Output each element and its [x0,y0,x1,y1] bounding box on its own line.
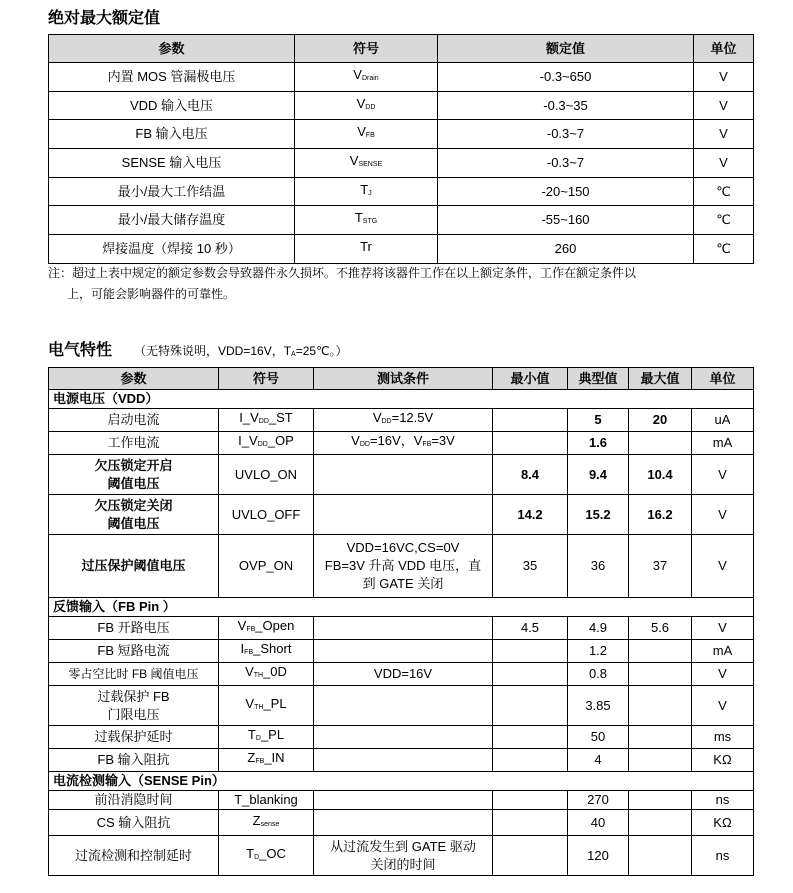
param-cell: 过载保护延时 [49,726,219,749]
group-row [49,390,754,409]
table-row [49,749,754,772]
min-cell [493,836,568,876]
note-line-1: 注：超过上表中规定的额定参数会导致器件永久损坏。不推荐将该器件工作在以上额定条件，工作在额定条件以 [48,266,637,280]
min-cell: 8.4 [493,455,568,495]
group-fb: 反馈输入（FB Pin ） [49,598,754,617]
symbol-cell: $T_J$ [295,177,438,206]
abs-max-note [48,263,753,305]
condition-cell [314,640,493,663]
max-cell [629,749,692,772]
typ-cell: 1.6 [568,432,629,455]
symbol-cell: T_blanking [219,791,314,810]
unit-cell: uA [692,409,754,432]
param-cell: FB 输入电压 [49,120,295,149]
test-condition-note: （无特殊说明，VDD=16V，$T_A=25℃$。） [134,344,348,358]
table-row [49,810,754,836]
group-sense: 电流检测输入（SENSE Pin） [49,772,754,791]
table-header-row [49,368,754,390]
param-cell: 前沿消隐时间 [49,791,219,810]
symbol-cell: $I\_V_{DD}\_OP$ [219,432,314,455]
min-cell [493,791,568,810]
symbol-cell: $Z_{sense}$ [219,810,314,836]
unit-cell: KΩ [692,810,754,836]
rating-cell: -20~150 [438,177,694,206]
min-cell [493,726,568,749]
unit-cell: V [692,455,754,495]
symbol-cell: $V_{TH}\_0D$ [219,663,314,686]
param-cell: 最小/最大储存温度 [49,206,295,235]
rating-cell: 260 [438,235,694,264]
symbol-cell: $V_{SENSE}$ [295,149,438,178]
max-cell: 16.2 [629,495,692,535]
table-row [49,120,754,149]
group-vdd: 电源电压（VDD） [49,390,754,409]
symbol-cell: $V_{FB}$ [295,120,438,149]
rating-cell: -0.3~650 [438,63,694,92]
table-row [49,63,754,92]
unit-cell: mA [692,432,754,455]
condition-cell [314,810,493,836]
condition-cell: $V_{DD}=12.5V$ [314,409,493,432]
table-row [49,432,754,455]
symbol-cell: UVLO_OFF [219,495,314,535]
table-row [49,535,754,598]
typ-cell: 9.4 [568,455,629,495]
unit-cell: ℃ [694,206,754,235]
rating-cell: -0.3~7 [438,120,694,149]
min-cell [493,686,568,726]
condition-cell: VDD=16VC,CS=0V FB=3V 升高 VDD 电压，直 到 GATE 关闭 [314,535,493,598]
typ-cell: 4.9 [568,617,629,640]
param-cell: 过载保护 FB 门限电压 [49,686,219,726]
unit-cell: ns [692,836,754,876]
rating-cell: -0.3~35 [438,91,694,120]
unit-cell: ℃ [694,177,754,206]
group-row [49,772,754,791]
electrical-table [48,367,754,876]
table-row [49,791,754,810]
symbol-cell: $V_{TH}\_PL$ [219,686,314,726]
typ-cell: 4 [568,749,629,772]
symbol-cell: $Z_{FB}\_IN$ [219,749,314,772]
param-cell: 欠压锁定开启 阈值电压 [49,455,219,495]
min-cell [493,663,568,686]
unit-cell: V [692,663,754,686]
unit-cell: V [694,91,754,120]
table-row [49,686,754,726]
param-cell: 欠压锁定关闭 阈值电压 [49,495,219,535]
table-row [49,617,754,640]
group-row [49,598,754,617]
symbol-cell: OVP_ON [219,535,314,598]
table-row [49,663,754,686]
typ-cell: 36 [568,535,629,598]
min-cell [493,810,568,836]
symbol-cell: UVLO_ON [219,455,314,495]
table-row [49,726,754,749]
symbol-cell: $I_{FB}\_Short$ [219,640,314,663]
unit-cell: ms [692,726,754,749]
param-cell: 最小/最大工作结温 [49,177,295,206]
max-cell [629,640,692,663]
param-cell: 内置 MOS 管漏极电压 [49,63,295,92]
table-row [49,235,754,264]
param-cell: FB 开路电压 [49,617,219,640]
table-row [49,495,754,535]
max-cell: 5.6 [629,617,692,640]
typ-cell: 270 [568,791,629,810]
table-row [49,149,754,178]
param-cell: 工作电流 [49,432,219,455]
condition-cell [314,726,493,749]
col-header-typ: 典型值 [568,368,629,390]
condition-cell: VDD=16V [314,663,493,686]
unit-cell: V [692,495,754,535]
condition-cell [314,455,493,495]
col-header-unit: 单位 [694,35,754,63]
min-cell: 4.5 [493,617,568,640]
condition-cell [314,495,493,535]
max-cell [629,686,692,726]
rating-cell: -0.3~7 [438,149,694,178]
min-cell [493,432,568,455]
typ-cell: 120 [568,836,629,876]
max-cell [629,663,692,686]
col-header-symbol: 符号 [295,35,438,63]
table-row [49,640,754,663]
max-cell: 10.4 [629,455,692,495]
typ-cell: 0.8 [568,663,629,686]
typ-cell: 1.2 [568,640,629,663]
condition-cell: $V_{DD}=16V$，$V_{FB}=3V$ [314,432,493,455]
col-header-param: 参数 [49,35,295,63]
table-row [49,409,754,432]
col-header-condition: 测试条件 [314,368,493,390]
col-header-rating: 额定值 [438,35,694,63]
max-cell [629,726,692,749]
max-cell [629,810,692,836]
note-line-2: 上，可能会影响器件的可靠性。 [67,287,236,301]
table-header-row [49,35,754,63]
unit-cell: ℃ [694,235,754,264]
param-cell: 启动电流 [49,409,219,432]
electrical-title: 电气特性 [48,342,113,359]
symbol-cell: $V_{DD}$ [295,91,438,120]
col-header-symbol: 符号 [219,368,314,390]
max-cell: 37 [629,535,692,598]
param-cell: 零占空比时 FB 阈值电压 [49,663,219,686]
table-row [49,91,754,120]
param-cell: VDD 输入电压 [49,91,295,120]
col-header-unit: 单位 [692,368,754,390]
param-cell: 过压保护阈值电压 [49,535,219,598]
unit-cell: V [694,63,754,92]
abs-max-table [48,34,754,264]
typ-cell: 5 [568,409,629,432]
param-cell: FB 输入阻抗 [49,749,219,772]
param-cell: 焊接温度（焊接 10 秒） [49,235,295,264]
param-cell: CS 输入阻抗 [49,810,219,836]
param-cell: FB 短路电流 [49,640,219,663]
condition-cell [314,791,493,810]
min-cell [493,749,568,772]
min-cell [493,640,568,663]
max-cell: 20 [629,409,692,432]
condition-cell [314,617,493,640]
table-row [49,836,754,876]
section-title-abs-max: 绝对最大额定值 [48,10,161,27]
max-cell [629,432,692,455]
unit-cell: V [692,617,754,640]
col-header-max: 最大值 [629,368,692,390]
symbol-cell: $I\_V_{DD}\_ST$ [219,409,314,432]
col-header-min: 最小值 [493,368,568,390]
max-cell [629,791,692,810]
unit-cell: V [692,535,754,598]
symbol-cell: $T_D\_OC$ [219,836,314,876]
typ-cell: 40 [568,810,629,836]
typ-cell: 3.85 [568,686,629,726]
typ-cell: 15.2 [568,495,629,535]
min-cell [493,409,568,432]
symbol-cell: $T_D\_PL$ [219,726,314,749]
condition-cell: 从过流发生到 GATE 驱动 关闭的时间 [314,836,493,876]
col-header-param: 参数 [49,368,219,390]
table-row [49,177,754,206]
rating-cell: -55~160 [438,206,694,235]
symbol-cell: $V_{FB}\_Open$ [219,617,314,640]
param-cell: 过流检测和控制延时 [49,836,219,876]
section-title-electrical [48,337,348,360]
param-cell: SENSE 输入电压 [49,149,295,178]
typ-cell: 50 [568,726,629,749]
unit-cell: V [692,686,754,726]
unit-cell: V [694,149,754,178]
condition-cell [314,749,493,772]
unit-cell: mA [692,640,754,663]
min-cell: 35 [493,535,568,598]
table-row [49,206,754,235]
min-cell: 14.2 [493,495,568,535]
max-cell [629,836,692,876]
symbol-cell: Tr [295,235,438,264]
unit-cell: ns [692,791,754,810]
condition-cell [314,686,493,726]
unit-cell: V [694,120,754,149]
symbol-cell: $T_{STG}$ [295,206,438,235]
unit-cell: KΩ [692,749,754,772]
table-row [49,455,754,495]
symbol-cell: $V_{Drain}$ [295,63,438,92]
